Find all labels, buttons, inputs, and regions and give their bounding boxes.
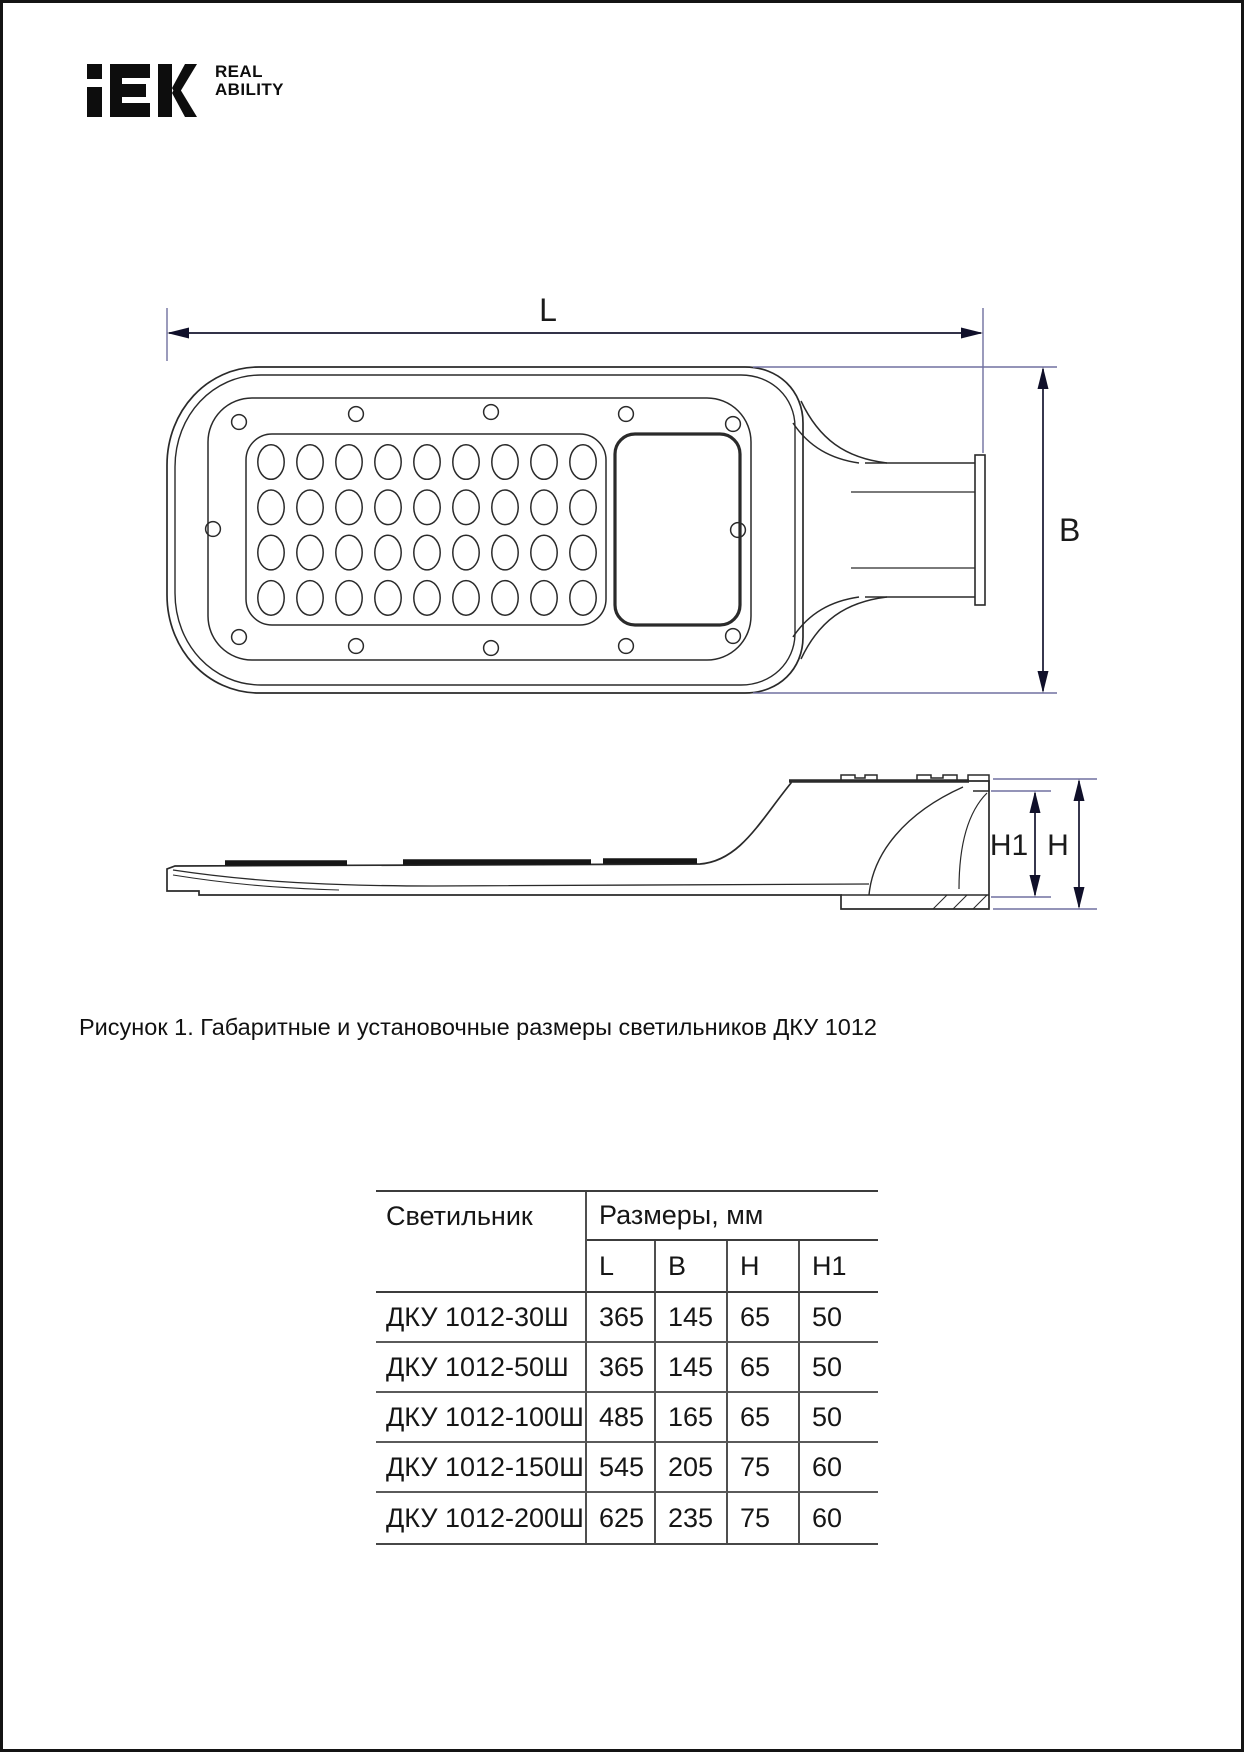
table-subheader-l: L <box>587 1241 656 1293</box>
dim-label-l: L <box>539 292 557 328</box>
clamp-hatch <box>933 895 987 909</box>
screw-plate <box>208 398 751 660</box>
table-cell-model: ДКУ 1012-50Ш <box>376 1343 587 1393</box>
arm-transition <box>793 401 887 659</box>
table-cell-h1: 50 <box>800 1343 878 1393</box>
table-cell-b: 145 <box>656 1293 728 1343</box>
table-cell-l: 365 <box>587 1343 656 1393</box>
logo-k-arm <box>172 84 197 117</box>
table-cell-b: 205 <box>656 1443 728 1493</box>
table-cell-h: 65 <box>728 1393 800 1443</box>
table-subheader-h: H <box>728 1241 800 1293</box>
side-profile <box>167 781 989 909</box>
table-cell-model: ДКУ 1012-100Ш <box>376 1393 587 1443</box>
logo-i-stem <box>87 87 102 117</box>
table-cell-h: 65 <box>728 1293 800 1343</box>
table-header-fixture: Светильник <box>376 1192 587 1293</box>
led-lens-grid <box>258 445 596 616</box>
top-view <box>167 292 1080 693</box>
table-subheader-b: B <box>656 1241 728 1293</box>
lamp-body-inner <box>175 375 795 685</box>
tagline-line1: REAL <box>215 62 263 81</box>
table-cell-h: 75 <box>728 1443 800 1493</box>
tagline-line2: ABILITY <box>215 79 284 99</box>
table-cell-h1: 50 <box>800 1293 878 1343</box>
arm-flange <box>975 455 985 605</box>
dimensions-table <box>376 1190 878 1545</box>
figure-caption: Рисунок 1. Габаритные и установочные размеры светильников ДКУ 1012 <box>79 1014 877 1040</box>
lens-slot-edges <box>225 861 697 863</box>
table-cell-h1: 60 <box>812 1502 843 1533</box>
dim-label-h1: H1 <box>989 829 1029 862</box>
logo-k-stem <box>158 64 172 117</box>
dimension-l <box>167 292 983 453</box>
screw-holes <box>206 405 746 656</box>
logo-e-bar <box>110 64 150 78</box>
driver-compartment <box>615 434 740 625</box>
logo-e-bar <box>110 84 146 97</box>
logo-i-dot <box>87 64 102 79</box>
table-cell-h: 65 <box>728 1343 800 1393</box>
table-cell-model: ДКУ 1012-150Ш <box>376 1443 587 1493</box>
table-cell-b: 235 <box>656 1493 728 1543</box>
table-cell-model: ДКУ 1012-200Ш <box>376 1493 587 1543</box>
table-cell-model: ДКУ 1012-30Ш <box>376 1293 587 1343</box>
table-cell-l: 485 <box>587 1393 656 1443</box>
dimension-h <box>993 779 1097 909</box>
dimension-h1 <box>990 791 1051 897</box>
table-header-sizes: Размеры, мм <box>587 1192 878 1241</box>
table-cell-l: 625 <box>587 1493 656 1543</box>
logo-tagline <box>215 63 284 98</box>
side-view <box>167 775 1097 909</box>
socket-clip <box>841 775 877 781</box>
logo-e-bar <box>110 103 150 117</box>
socket-clip <box>917 775 957 781</box>
table-subheader-h1: H1 <box>800 1241 878 1293</box>
table-cell-h: 75 <box>728 1493 800 1543</box>
iek-logo <box>87 64 199 117</box>
table-cell-b: 165 <box>656 1393 728 1443</box>
table-cell-h1: 50 <box>800 1393 878 1443</box>
dimension-b <box>753 367 1080 693</box>
led-panel <box>246 434 606 625</box>
table-cell-l: 545 <box>587 1443 656 1493</box>
dim-label-h: H <box>1047 829 1069 862</box>
dim-label-b: B <box>1059 512 1081 548</box>
lamp-body-outer <box>167 367 803 693</box>
mounting-arm <box>851 455 985 605</box>
table-cell-b: 145 <box>656 1343 728 1393</box>
table-cell-h1: 60 <box>800 1443 878 1493</box>
socket-lip <box>968 775 989 791</box>
table-cell-l: 365 <box>587 1293 656 1343</box>
